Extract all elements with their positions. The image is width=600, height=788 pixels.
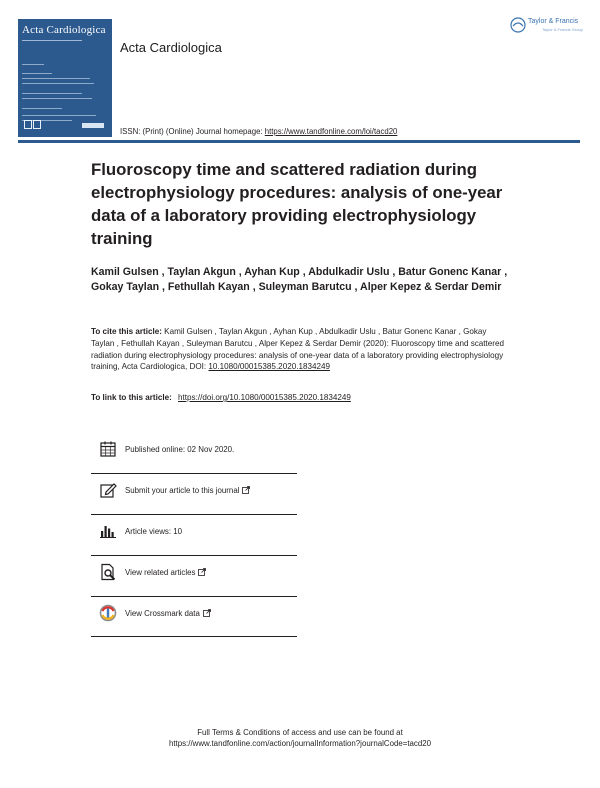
- citation-label: To cite this article:: [91, 327, 162, 336]
- related-articles-row[interactable]: [99, 562, 206, 582]
- publisher-logo-text: Taylor & Francis: [528, 18, 579, 25]
- article-title: Fluoroscopy time and scattered radiation during electrophysiology procedures: analysis of one-year data of a laboratory providing electrophysiology training: [91, 160, 503, 248]
- crossmark-icon: [99, 604, 117, 622]
- article-link-line: [91, 392, 511, 404]
- article-views-row: [99, 521, 182, 541]
- journal-cover-thumbnail: [18, 19, 112, 137]
- article-views-text: Article views: 10: [125, 526, 183, 536]
- row-divider: [91, 473, 297, 474]
- row-divider: [91, 555, 297, 556]
- article-doi-link[interactable]: https://doi.org/10.1080/00015385.2020.1834249: [178, 393, 351, 402]
- published-online-row: [99, 439, 234, 459]
- crossmark-row[interactable]: [99, 603, 211, 623]
- cover-decoration: [22, 83, 94, 84]
- publisher-logo[interactable]: [510, 17, 584, 39]
- bar-chart-icon: [99, 522, 117, 540]
- issn-line: [120, 127, 397, 136]
- citation-doi-link[interactable]: 10.1080/00015385.2020.1834249: [208, 362, 330, 372]
- published-online-text: Published online: 02 Nov 2020.: [125, 444, 235, 454]
- related-articles-link[interactable]: View related articles: [125, 567, 196, 577]
- submit-article-link[interactable]: Submit your article to this journal: [125, 485, 240, 495]
- edit-icon: [99, 481, 117, 499]
- article-authors[interactable]: Kamil Gulsen , Taylan Akgun , Ayhan Kup , Abdulkadir Uslu , Batur Gonenc Kanar , Gokay Taylan , Fethullah Kayan , Suleyman Barutcu , Alper Kepez & Serdar Demir: [91, 266, 508, 293]
- cover-decoration: [22, 93, 82, 94]
- citation-text: Kamil Gulsen , Taylan Akgun , Ayhan Kup , Abdulkadir Uslu , Batur Gonenc Kanar , Gokay Taylan , Fethullah Kayan , Suleyman Barutcu , Alper Kepez & Serdar Demir (2020): Fluoroscopy time and scattered radiation during electrophysiology procedures: analysis of one-year data of a laboratory providing electrophysiology training, Acta Cardiologica, DOI:: [91, 327, 504, 372]
- cover-decoration: [22, 98, 92, 99]
- external-link-icon: [203, 609, 211, 617]
- footer-terms-text: Full Terms & Conditions of access and use can be found at: [197, 728, 403, 737]
- cover-publisher-logo: [82, 123, 104, 128]
- row-divider: [91, 636, 297, 637]
- article-link-label: To link to this article:: [91, 393, 172, 402]
- cover-mark-icon: [24, 120, 32, 129]
- cover-decoration: [22, 40, 82, 41]
- citation-block: [91, 326, 511, 373]
- publisher-logo-icon: [510, 17, 526, 33]
- publisher-logo-subtext: Taylor & Francis Group: [542, 27, 583, 32]
- row-divider: [91, 596, 297, 597]
- calendar-icon: [99, 440, 117, 458]
- cover-decoration: [22, 115, 96, 116]
- cover-decoration: [22, 73, 52, 74]
- crossmark-link[interactable]: View Crossmark data: [125, 608, 200, 618]
- issn-label: ISSN: (Print) (Online) Journal homepage:: [120, 127, 263, 136]
- cover-decoration: [22, 64, 44, 65]
- external-link-icon: [198, 568, 206, 576]
- cover-decoration: [22, 78, 90, 79]
- row-divider: [91, 514, 297, 515]
- cover-decoration: [22, 108, 62, 109]
- journal-name[interactable]: Acta Cardiologica: [120, 40, 222, 55]
- cover-mark-icon: [33, 120, 41, 129]
- header-divider: [18, 140, 580, 143]
- cover-title: Acta Cardiologica: [22, 24, 106, 36]
- submit-article-row[interactable]: [99, 480, 250, 500]
- document-search-icon: [99, 563, 117, 581]
- journal-homepage-link[interactable]: https://www.tandfonline.com/loi/tacd20: [264, 127, 398, 136]
- external-link-icon: [242, 486, 250, 494]
- footer-terms-link[interactable]: https://www.tandfonline.com/action/journalInformation?journalCode=tacd20: [168, 739, 432, 748]
- footer: [0, 727, 600, 749]
